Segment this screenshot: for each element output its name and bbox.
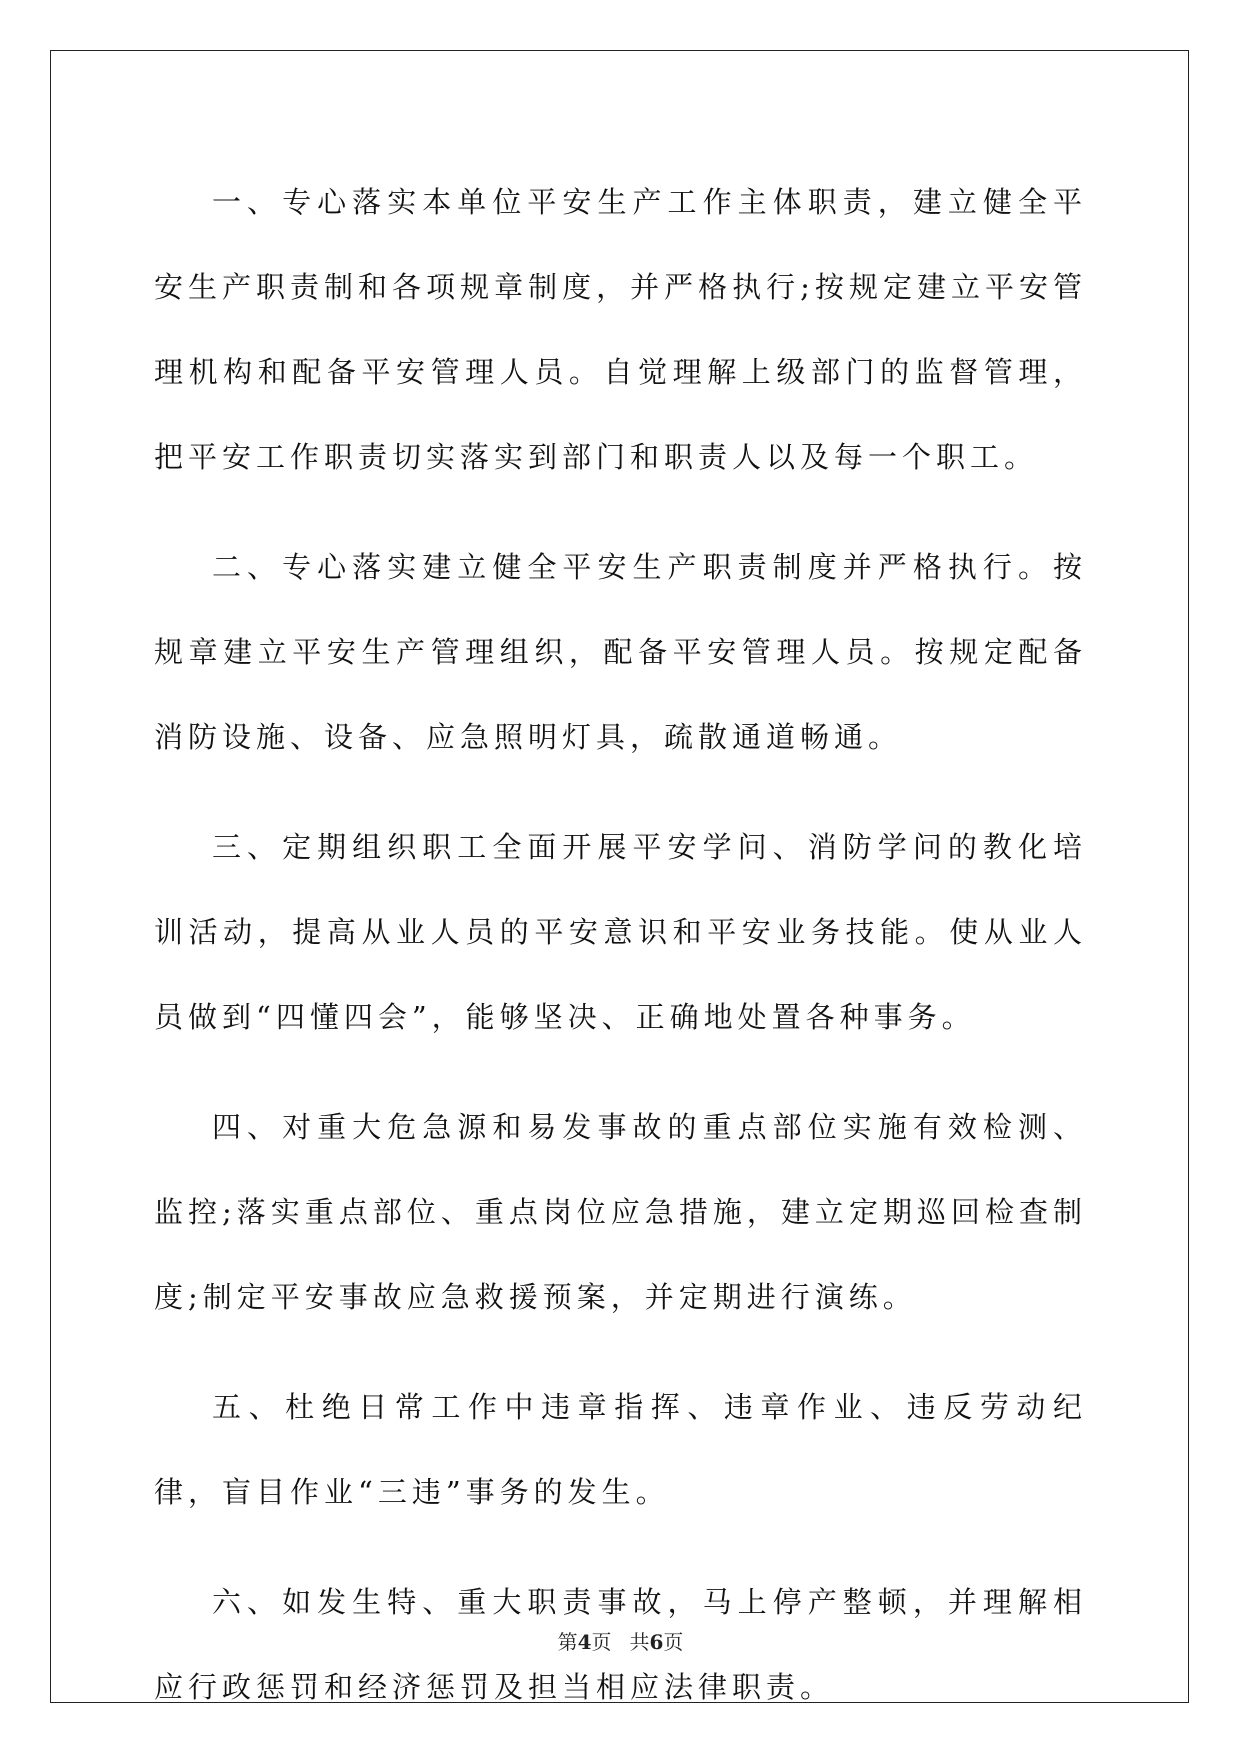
- paragraph-5: 五、杜绝日常工作中违章指挥、违章作业、违反劳动纪律，盲目作业“三违”事务的发生。: [154, 1390, 1087, 1509]
- paragraph-1: 一、专心落实本单位平安生产工作主体职责，建立健全平安生产职责制和各项规章制度，并严格执行;按规定建立平安管理机构和配备平安管理人员。自觉理解上级部门的监督管理，把平安工作职责切实落实到部门和职责人以及每一个职工。: [154, 185, 1087, 474]
- paragraph-3: 三、定期组织职工全面开展平安学问、消防学问的教化培训活动，提高从业人员的平安意识和平安业务技能。使从业人员做到“四懂四会”，能够坚决、正确地处置各种事务。: [154, 830, 1087, 1034]
- total-prefix: 共: [629, 1630, 650, 1654]
- page-prefix: 第: [557, 1630, 578, 1654]
- page-footer: [0, 1626, 1241, 1655]
- current-page-number: 4: [577, 1630, 592, 1654]
- document-body: [154, 160, 1087, 1755]
- page-suffix: 页: [591, 1630, 612, 1654]
- paragraph-6: 六、如发生特、重大职责事故，马上停产整顿，并理解相应行政惩罚和经济惩罚及担当相应法律职责。: [154, 1585, 1087, 1704]
- total-page-number: 6: [649, 1630, 664, 1654]
- total-suffix: 页: [663, 1630, 684, 1654]
- paragraph-2: 二、专心落实建立健全平安生产职责制度并严格执行。按规章建立平安生产管理组织，配备平安管理人员。按规定配备消防设施、设备、应急照明灯具，疏散通道畅通。: [154, 550, 1087, 754]
- paragraph-4: 四、对重大危急源和易发事故的重点部位实施有效检测、监控;落实重点部位、重点岗位应急措施，建立定期巡回检查制度;制定平安事故应急救援预案，并定期进行演练。: [154, 1110, 1087, 1314]
